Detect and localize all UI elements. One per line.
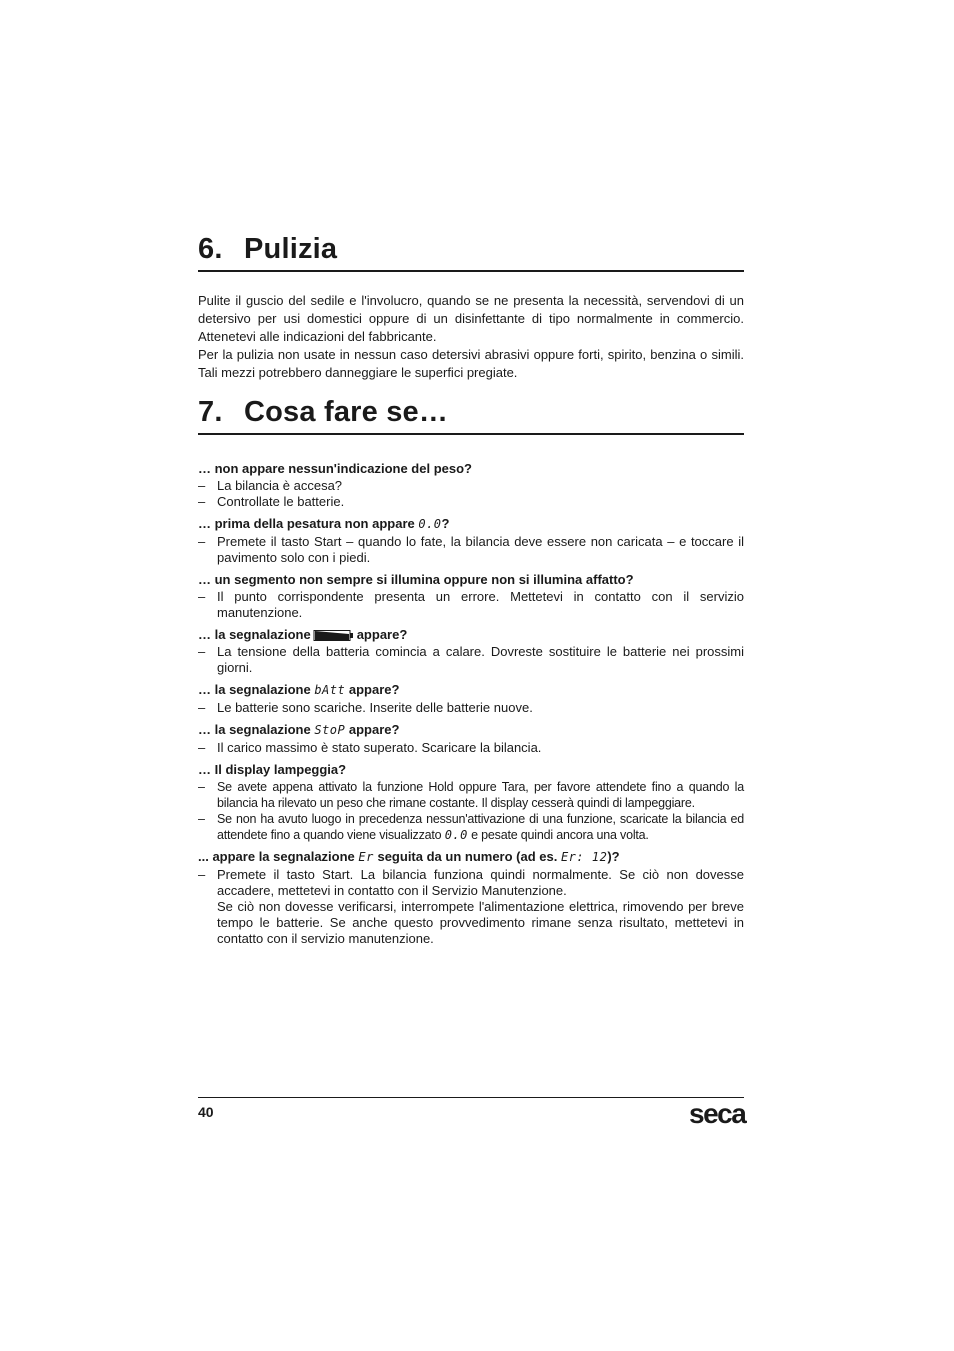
section-7-number: 7.: [198, 396, 223, 428]
faq-question-text: appare?: [345, 682, 400, 697]
faq-question: … un segmento non sempre si illumina oppure non si illumina affatto?: [198, 572, 634, 587]
faq-item-segment: [198, 571, 744, 621]
faq-question: [198, 721, 744, 739]
faq-item-no-display: [198, 460, 744, 510]
section-7-heading: [198, 397, 744, 435]
section-6-heading: [198, 234, 744, 272]
display-segment-code: StoP: [314, 723, 346, 737]
faq-item-zero-missing: [198, 515, 744, 566]
section-7-title: Cosa fare se…: [244, 396, 449, 428]
faq-question-text: … prima della pesatura non appare: [198, 516, 419, 531]
footer-divider: [198, 1097, 744, 1098]
faq-answer: – Il punto corrispondente presenta un errore. Mettetevi in contatto con il servizio manutenzione.: [198, 589, 744, 621]
faq-answer-text: – Premete il tasto Start. La bilancia funziona quindi normalmente. Se ciò non dovesse accadere, mettetevi in contatto con il Servizio Manutenzione.: [217, 867, 744, 898]
faq-question-text: … la segnalazione: [198, 682, 315, 697]
faq-question-text: … la segnalazione: [198, 722, 315, 737]
cleaning-paragraph-1: Pulite il guscio del sedile e l'involucro, quando se ne presenta la necessità, servendovi di un detersivo per usi domestici oppure di un disinfettante di tipo normalmente in commercio. Attenetevi alle indicazioni del fabbricante.: [198, 293, 744, 344]
battery-low-icon: [313, 630, 353, 641]
faq-question-text: … la segnalazione: [198, 627, 311, 642]
faq-item-battery-symbol: [198, 626, 744, 676]
faq-question: [198, 681, 744, 699]
faq-question-text: ... appare la segnalazione: [198, 849, 359, 864]
cleaning-paragraph-2: Per la pulizia non usate in nessun caso detersivi abrasivi oppure forti, spirito, benzina o simili. Tali mezzi potrebbero danneggiare le superfici pregiate.: [198, 347, 744, 380]
display-segment-code: Er: [358, 850, 374, 864]
faq-answer: [198, 867, 744, 947]
faq-item-batt: [198, 681, 744, 716]
faq-answer: – Il carico massimo è stato superato. Scaricare la bilancia.: [198, 740, 744, 756]
display-segment-code: bAtt: [314, 683, 346, 697]
faq-item-stop: [198, 721, 744, 756]
faq-answer: – La bilancia è accesa?: [198, 478, 744, 494]
faq-answer-text: Se non ha avuto luogo in precedenza nessun'attivazione di una funzione, scaricate la bilancia ed attendete fino a quando viene visualizzato: [217, 812, 744, 842]
page-number: 40: [198, 1104, 214, 1120]
faq-answer-text: e pesate quindi ancora una volta.: [467, 828, 649, 842]
faq-answer: [198, 811, 744, 843]
faq-question-text: ?: [441, 516, 450, 531]
faq-answer-text: Se ciò non dovesse verificarsi, interrompete l'alimentazione elettrica, rimovendo per breve tempo le batterie. Se anche questo provvedimento rimane senza risultato, mettetevi in contatto con il servizio manutenzione.: [217, 899, 744, 946]
faq-answer: – Controllate le batterie.: [198, 494, 744, 510]
faq-item-blinking: [198, 761, 744, 843]
faq-question-text: seguita da un numero (ad es.: [373, 849, 561, 864]
faq-question: [198, 515, 744, 533]
faq-answer: – Se avete appena attivato la funzione Hold oppure Tara, per favore attendete fino a quando la bilancia ha rilevato un peso che rimane costante. Il display cesserà quindi di lampeggiare.: [198, 779, 744, 811]
faq-answer: – Le batterie sono scariche. Inserite delle batterie nuove.: [198, 700, 744, 716]
faq-answer: – La tensione della batteria comincia a calare. Dovreste sostituire le batterie nei prossimi giorni.: [198, 644, 744, 676]
seca-logo: seca: [689, 1098, 746, 1129]
display-segment-code: Er: 12: [560, 850, 608, 864]
display-segment-code: 0.0: [418, 517, 442, 531]
troubleshooting-list: [198, 460, 744, 952]
faq-question: [198, 848, 744, 866]
section-6-title: Pulizia: [244, 233, 338, 265]
faq-question: [198, 626, 744, 643]
faq-question-text: )?: [607, 849, 620, 864]
faq-question: … Il display lampeggia?: [198, 762, 347, 777]
faq-question-text: appare?: [345, 722, 400, 737]
section-6-number: 6.: [198, 233, 223, 265]
faq-question-text: appare?: [356, 627, 408, 642]
faq-question: … non appare nessun'indicazione del peso?: [198, 461, 472, 476]
faq-item-error-code: [198, 848, 744, 947]
display-segment-code: 0.0: [444, 828, 468, 842]
faq-answer: – Premete il tasto Start – quando lo fate, la bilancia deve essere non caricata – e toccare il pavimento solo con i piedi.: [198, 534, 744, 566]
